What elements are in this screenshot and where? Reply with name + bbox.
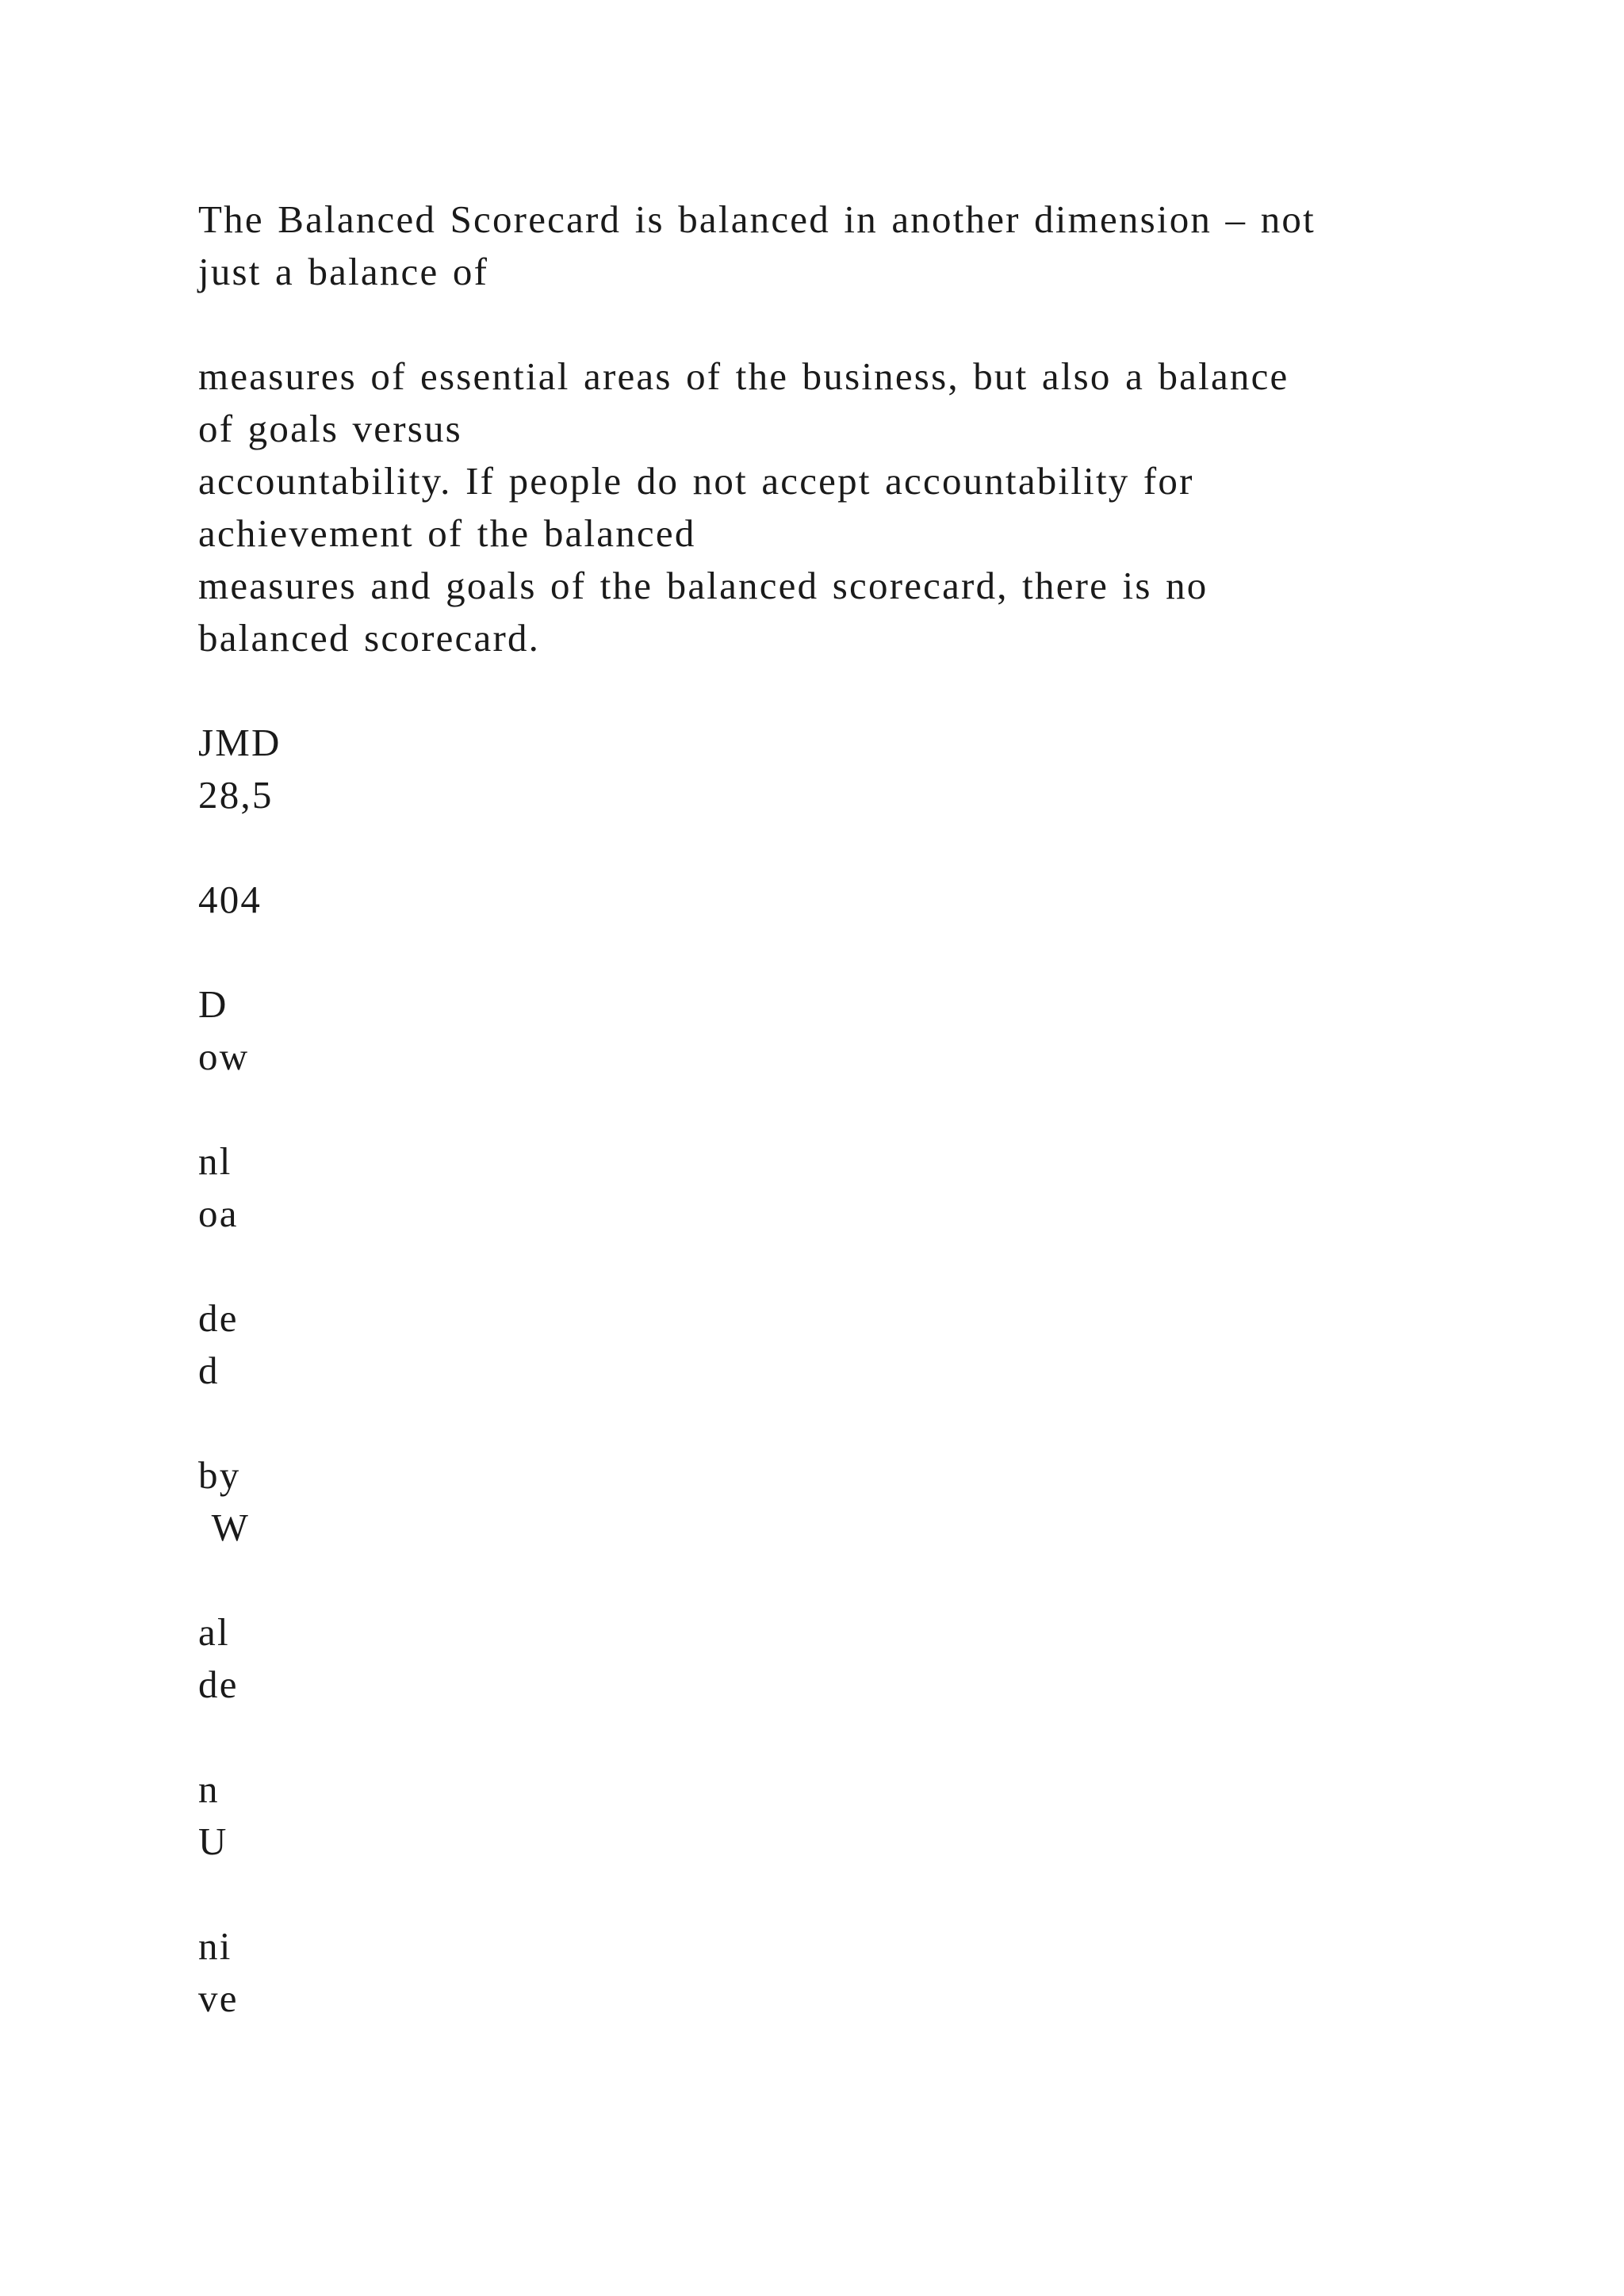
journal-code: JMD [198,721,282,764]
watermark-fragment: ni [198,1924,232,1968]
watermark-fragment: U [198,1820,228,1863]
watermark-fragment: W [198,1506,251,1549]
blank-line [198,1554,1467,1606]
watermark-fragment: by [198,1453,241,1497]
blank-line [198,1240,1467,1292]
watermark-fragment: D [198,982,228,1026]
watermark-fragment: al [198,1610,230,1654]
blank-line [198,1397,1467,1449]
watermark-fragment: ow [198,1035,250,1078]
blank-line [198,1711,1467,1763]
blank-line [198,926,1467,978]
watermark-fragment: de [198,1663,239,1706]
text-line: The Balanced Scorecard is balanced in another dimension – not [198,197,1316,241]
blank-line [198,1083,1467,1135]
text-line: measures of essential areas of the business, but also a balance [198,354,1289,398]
watermark-fragment: ve [198,1976,239,2020]
watermark-fragment: d [198,1349,220,1392]
blank-line [198,821,1467,874]
document-text [198,193,1467,2025]
text-line: balanced scorecard. [198,616,541,660]
text-line: measures and goals of the balanced scorecard, there is no [198,564,1208,607]
volume-issue: 28,5 [198,773,274,817]
blank-line [198,298,1467,350]
text-line: of goals versus [198,407,462,450]
watermark-fragment: nl [198,1139,232,1183]
watermark-fragment: oa [198,1192,239,1235]
watermark-fragment: n [198,1767,220,1811]
page-number: 404 [198,878,262,921]
watermark-fragment: de [198,1296,239,1340]
text-line: accountability. If people do not accept accountability for [198,459,1194,503]
blank-line [198,1868,1467,1920]
blank-line [198,664,1467,717]
text-line: achievement of the balanced [198,511,696,555]
text-line: just a balance of [198,250,489,293]
